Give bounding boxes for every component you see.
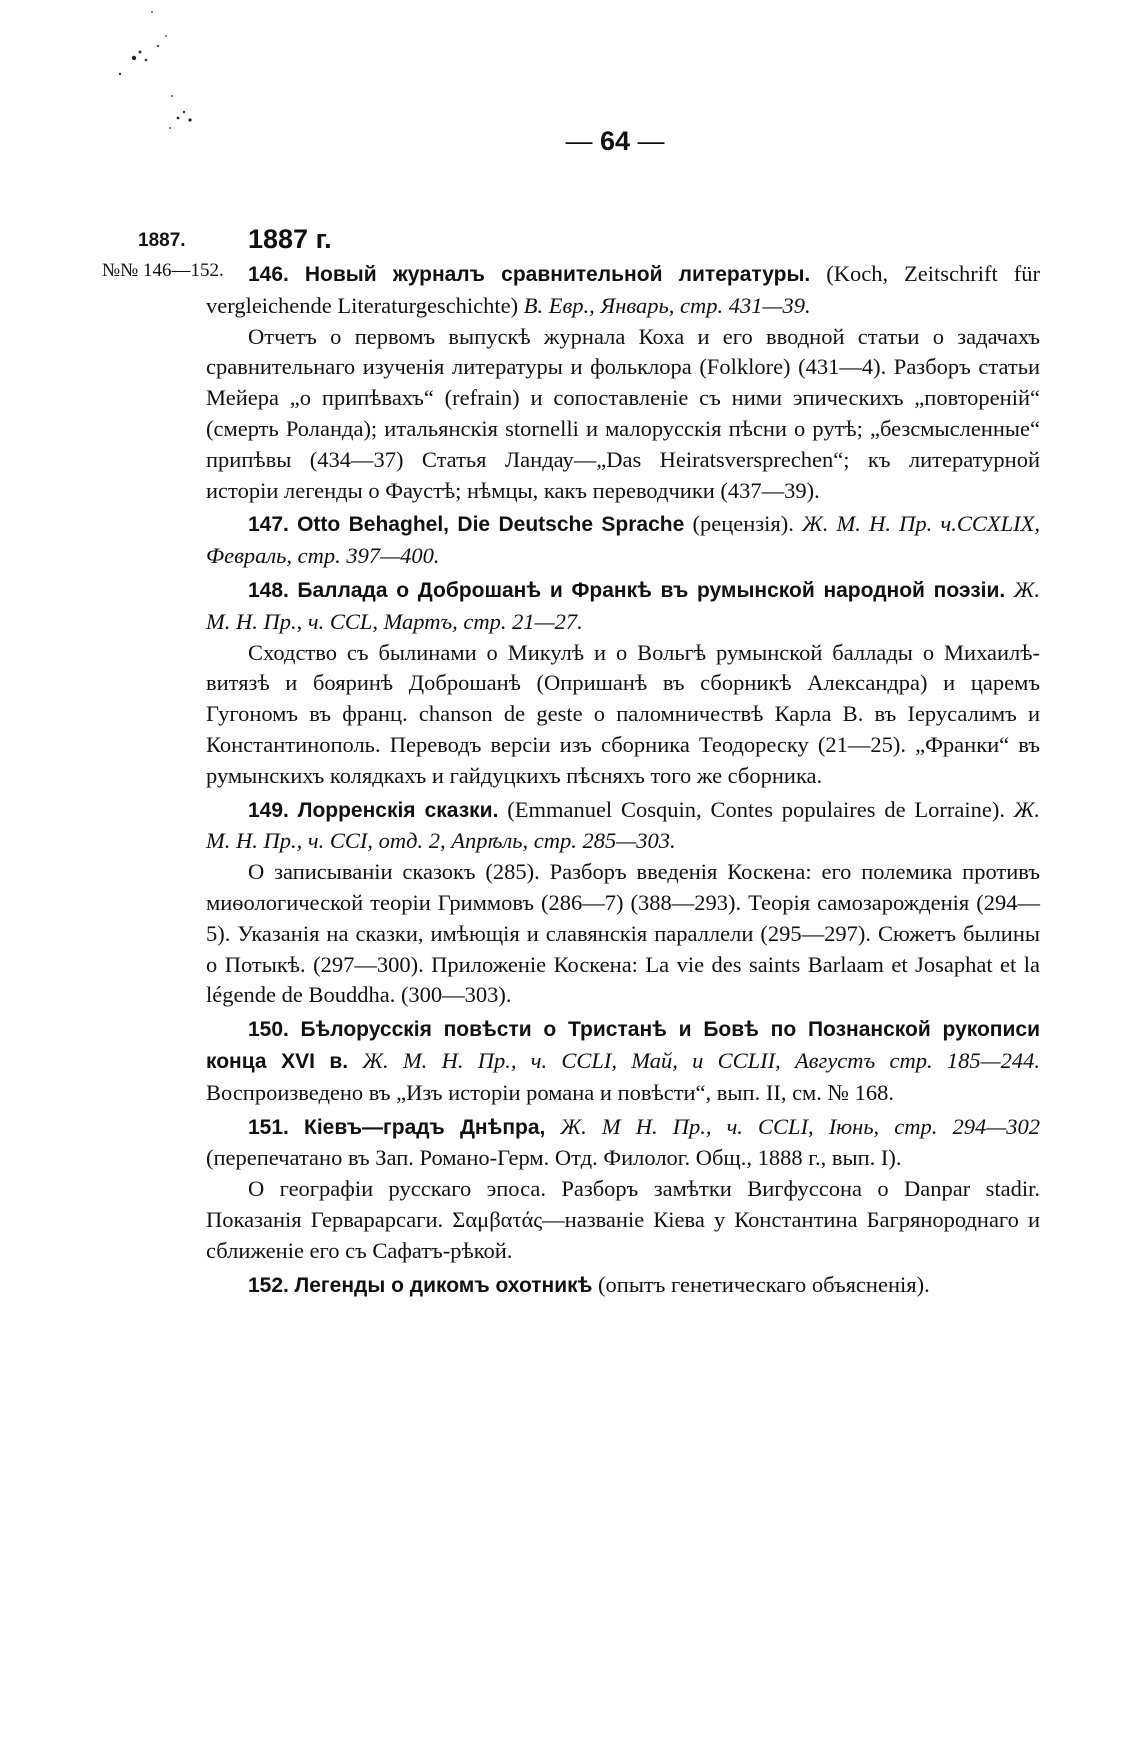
entry-148-summary: Сходство съ былинами о Микулѣ и о Вольгѣ румынской баллады о Михаилѣ-витязѣ и бояринѣ Доброшанѣ (Опришанѣ въ сборникѣ Александра) и царемъ Гугономъ въ франц. chanson de geste о паломничествѣ Карла В. въ Іерусалимъ и Константинополь. Переводъ версіи изъ сборника Теодореску (21—25). „Франки“ въ румынскихъ колядкахъ и гайдуцкихъ пѣсняхъ того же сборника. [206,639,1040,788]
entry-source: Ж. М. Н. Пр., ч. CCI, отд. 2, Апрѣль, стр. 285—303. [206,796,1041,854]
entry-number: 149. [248,798,289,822]
entry-149-summary: О записываніи сказокъ (285). Разборъ введенія Коскена: его полемика противъ миѳологической теоріи Гриммовъ (286—7) (388—293). Теорія самозарожденія (294—5). Указанія на сказки, имѣющія и славянскія параллели (295—297). Сюжетъ былины о Потыкѣ. (297—300). Приложеніе Коскена: La vie des saints Barlaam et Josaphat et la légende de Bouddha. (300—303). [206,859,1040,1008]
entry-152 [206,1270,1040,1302]
print-speckles [110,0,260,150]
entry-146 [206,259,1040,322]
entry-title: Новый журналъ сравнительной литературы. [304,263,811,286]
entry-147 [206,509,1040,572]
entry-source: Ж. М. Н. Пр. ч.CCXLIX, Февраль, стр. 397—400. [206,511,1040,569]
entry-source: В. Евр., Январь, стр. 431—39. [523,292,811,318]
entry-citation: (Koch, Zeitschrift für vergleichende Literaturgeschichte) [206,261,1041,318]
page-number-value: 64 [599,126,631,156]
entry-number: 150. [248,1018,289,1042]
entry-number: 147. [248,513,289,537]
margin-year: 1887. [138,230,186,251]
entry-source: Ж. М. Н. Пр., ч. CCL, Мартъ, стр. 21—27. [206,576,1041,634]
main-text [206,222,1040,1301]
entry-number: 146. [248,263,289,286]
entry-note: Воспроизведено въ „Изъ исторіи романа и повѣсти“, вып. II, см. № 168. [206,1079,895,1105]
entry-title: Легенды о дикомъ охотникѣ [294,1273,593,1297]
entry-151-summary: О географіи русскаго эпоса. Разборъ замѣтки Вигфуссона о Danpar stadir. Показанія Герварарсаги. Σαμβατάς—названіе Кіева у Константина Багрянороднаго и сближеніе его съ Сафатъ-рѣкой. [206,1176,1040,1263]
entry-title: Лорренскія сказки. [297,798,499,822]
entry-151 [206,1112,1040,1175]
entry-150 [206,1014,1040,1108]
entry-note: (перепечатано въ Зап. Романо-Герм. Отд. Филолог. Общ., 1888 г., вып. I). [206,1145,902,1171]
entry-title: Бѣлорусскія повѣсти о Тристанѣ и Бовѣ по Познанской рукописи конца XVI в. [206,1018,1040,1073]
margin-entry-range: №№ 146—152. [102,260,224,281]
entry-148 [206,575,1040,638]
entry-title: Otto Behaghel, Die Deutsche Sprache [297,513,685,537]
entry-number: 151. [248,1115,289,1139]
entry-source: Ж. М. Н. Пр., ч. CCLI, Май, и CCLII, Августъ стр. 185—244. [362,1047,1041,1073]
entry-citation: (Emmanuel Cosquin, Contes populaires de Lorraine). [498,796,1014,822]
entry-citation: (опытъ генетическаго объясненія). [592,1271,930,1297]
entry-149 [206,795,1040,858]
entry-title: Баллада о Доброшанѣ и Франкѣ въ румынской народной поэзіи. [297,578,1006,602]
entry-citation: (рецензія). [684,511,803,537]
page-number: — 64 — [565,126,665,156]
entry-146-summary: Отчетъ о первомъ выпускѣ журнала Коха и его вводной статьи о задачахъ сравнительнаго изученія литературы и фольклора (Folklore) (431—4). Разборъ статьи Мейера „о припѣвахъ“ (refrain) и сопоставленіе съ ними эпическихъ „повтореній“ (смерть Роланда); итальянскія stornelli и малорусскія пѣсни о рутѣ; „безсмысленные“ припѣвы (434—37) Статья Ландау—„Das Heiratsversprechen“; къ литературной исторіи легенды о Фаустѣ; нѣмцы, какъ переводчики (437—39). [206,323,1040,503]
entry-number: 152. [248,1273,289,1297]
entry-source: Ж. М Н. Пр., ч. CCLI, Іюнь, стр. 294—302 [560,1113,1041,1139]
entry-citation [545,1114,560,1139]
entry-title: Кіевъ—градъ Днѣпра, [304,1115,546,1139]
entry-number: 148. [248,578,289,602]
entry-citation [348,1048,362,1073]
year-heading: 1887 г. [248,224,332,254]
entry-citation [1005,577,1014,602]
